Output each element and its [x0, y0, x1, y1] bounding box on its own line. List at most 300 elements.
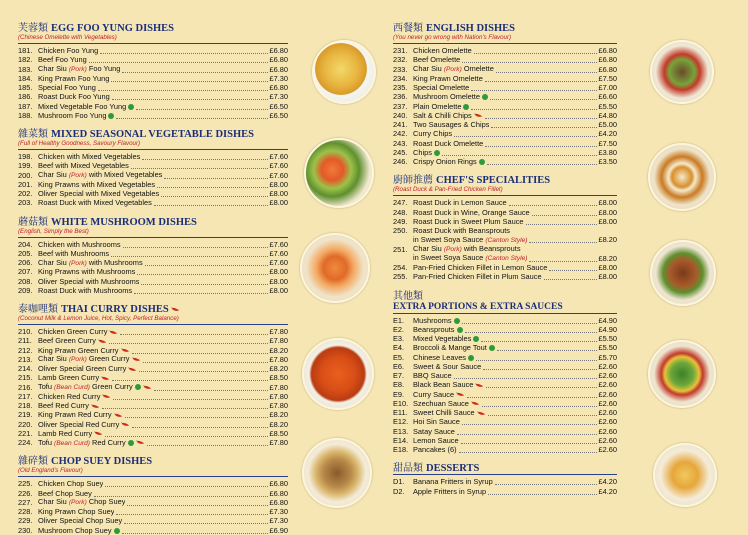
item-number: 188.	[18, 110, 33, 120]
menu-section	[18, 452, 288, 535]
item-number: 219.	[18, 410, 33, 420]
item-number: 248.	[393, 207, 408, 217]
item-name-text: in Sweet Soya Sauce	[413, 234, 484, 244]
dot-leader	[509, 199, 597, 206]
dot-leader	[529, 255, 596, 262]
item-price: £6.60	[598, 92, 617, 102]
item-number: 199.	[18, 161, 33, 171]
dot-leader	[496, 66, 597, 73]
item-name	[413, 83, 469, 92]
item-number: 221.	[18, 428, 33, 438]
item-price: £6.80	[269, 479, 288, 489]
section-subtitle: (Chinese Omelette with Vegetables)	[18, 34, 288, 44]
menu-item	[393, 65, 617, 74]
item-name-text: Pancakes (6)	[413, 445, 457, 454]
item-name-text: Mushroom Omelette	[413, 92, 480, 102]
dot-leader	[495, 478, 597, 485]
item-name-text: Szechuan Sauce	[413, 398, 469, 408]
menu-item	[18, 327, 288, 336]
item-name-suffix: with Mushrooms	[86, 257, 143, 267]
item-name	[413, 157, 485, 166]
item-name-text: Banana Fritters in Syrup	[413, 477, 493, 487]
dot-leader	[442, 149, 597, 156]
menu-item	[18, 383, 288, 392]
dot-leader	[526, 218, 597, 225]
item-name-text: Lamb Green Curry	[38, 373, 100, 383]
item-name	[38, 392, 111, 401]
item-number: 218.	[18, 401, 33, 410]
item-name-suffix: Green Curry	[86, 354, 130, 364]
item-name-text: Chicken Red Curry	[38, 391, 101, 401]
item-name-suffix: Foo Yung	[86, 64, 121, 73]
section-heading	[18, 452, 288, 467]
item-note: (Pork)	[68, 499, 87, 507]
menu-item	[18, 336, 288, 345]
dot-leader	[487, 158, 597, 165]
section-heading-chinese: 甜品類	[393, 463, 423, 475]
item-number: 233.	[393, 64, 408, 74]
item-number: D1.	[393, 477, 405, 487]
menu-item	[393, 254, 617, 263]
item-number: 207.	[18, 267, 33, 277]
section-heading-chinese: 雜碎類	[18, 456, 48, 468]
chop-suey-photo	[302, 438, 372, 508]
menu-item	[393, 417, 617, 426]
item-price: £8.00	[269, 198, 288, 208]
item-price: £8.20	[598, 235, 617, 245]
section-heading-chinese: 蘑菇類	[18, 216, 48, 228]
menu-item	[393, 399, 617, 408]
menu-section	[393, 171, 617, 281]
menu-item	[393, 334, 617, 343]
item-number: 250.	[393, 226, 408, 235]
item-price: £6.80	[598, 64, 617, 74]
item-name	[413, 417, 460, 426]
item-number: 241.	[393, 120, 408, 129]
menu-item	[18, 355, 288, 364]
section-rule	[393, 474, 617, 475]
item-name-text: Roast Duck Omelette	[413, 138, 484, 148]
item-number: E6.	[393, 361, 405, 371]
item-price: £7.30	[269, 507, 288, 516]
item-price: £6.80	[269, 488, 288, 498]
menu-section	[393, 287, 617, 455]
chili-icon	[121, 348, 130, 353]
dot-leader	[462, 317, 597, 324]
menu-item	[18, 516, 288, 525]
item-price: £7.80	[269, 382, 288, 392]
mushroom-prawn-photo	[300, 233, 370, 303]
item-name-text: Satay Sauce	[413, 426, 455, 436]
item-name-suffix: Omelette	[461, 64, 494, 73]
dot-leader	[125, 411, 268, 418]
menu-right-column	[393, 0, 617, 496]
dot-leader	[132, 421, 267, 428]
item-number: 231.	[393, 46, 408, 55]
dot-leader	[109, 337, 268, 344]
item-name-text: Chicken Foo Yung	[38, 46, 99, 55]
item-number: E5.	[393, 352, 405, 362]
onion-rings-photo	[648, 143, 716, 211]
item-number: E1.	[393, 315, 405, 325]
menu-item	[393, 371, 617, 380]
item-name	[413, 487, 486, 496]
item-name	[38, 277, 139, 286]
dot-leader	[467, 391, 596, 398]
dot-leader	[529, 236, 596, 243]
item-number: 243.	[393, 138, 408, 148]
menu-item	[393, 445, 617, 454]
item-price: £8.00	[598, 263, 617, 272]
duck-photo	[650, 240, 716, 306]
section-heading-english: CHEF'S SPECIALITIES	[436, 175, 551, 187]
item-name-text: Crispy Onion Rings	[413, 157, 477, 166]
menu-item	[18, 267, 288, 276]
dot-leader	[485, 140, 596, 147]
item-name-text: Oliver Special with Mushrooms	[38, 276, 140, 286]
item-name-text: Special Omelette	[413, 83, 470, 92]
item-name-text: Roast Duck with Mushrooms	[38, 285, 133, 295]
item-price: £3.80	[598, 147, 617, 157]
menu-item	[18, 152, 288, 161]
item-name	[38, 507, 114, 516]
item-number: 234.	[393, 73, 408, 83]
menu-item	[393, 316, 617, 325]
item-number: 206.	[18, 258, 33, 267]
dot-leader	[98, 84, 268, 91]
item-price: £4.20	[598, 477, 617, 487]
item-number: 216.	[18, 382, 33, 392]
dot-leader	[105, 480, 267, 487]
item-name	[38, 64, 120, 74]
vegetarian-icon	[108, 113, 114, 119]
menu-section	[18, 213, 288, 296]
item-name	[38, 327, 118, 336]
item-name-text: King Prawns with Mushrooms	[38, 267, 136, 277]
menu-item	[18, 401, 288, 410]
item-name	[413, 272, 542, 281]
item-number: E11.	[393, 408, 408, 417]
section-heading	[18, 300, 288, 315]
item-price: £7.30	[269, 516, 288, 526]
chili-icon	[475, 383, 484, 388]
dot-leader	[490, 93, 597, 100]
item-name	[38, 497, 125, 507]
vegetarian-icon	[457, 327, 463, 333]
item-price: £8.00	[598, 198, 617, 208]
item-name-text: Beef with Mushrooms	[38, 248, 110, 258]
item-name	[38, 410, 123, 419]
dot-leader	[471, 84, 596, 91]
section-heading-chinese: 西餐類	[393, 23, 423, 34]
item-name	[413, 427, 455, 436]
dot-leader	[112, 93, 268, 100]
dot-leader	[474, 47, 597, 54]
vegetarian-icon	[468, 355, 474, 361]
chili-icon	[102, 394, 111, 399]
item-price: £8.00	[269, 189, 288, 198]
item-note: (Bean Curd)	[54, 439, 90, 447]
dot-leader	[454, 130, 596, 137]
item-name-text: Roast Duck with Mixed Vegetables	[38, 198, 152, 208]
item-name	[38, 102, 134, 111]
item-number: 237.	[393, 101, 408, 111]
menu-item	[18, 189, 288, 198]
dot-leader	[124, 517, 267, 524]
item-name-text: Mixed Vegetable Foo Yung	[38, 101, 127, 111]
item-name-text: Curry Chips	[413, 129, 453, 139]
dot-leader	[164, 172, 267, 179]
item-number: E9.	[393, 389, 405, 399]
item-name	[38, 401, 100, 410]
item-name	[413, 371, 452, 380]
item-number: 242.	[393, 129, 408, 139]
menu-item	[393, 390, 617, 399]
item-number: E13.	[393, 426, 409, 436]
item-price: £6.90	[269, 525, 288, 535]
item-number: 210.	[18, 327, 33, 336]
chili-icon	[109, 330, 118, 335]
item-name-text: Hoi Sin Sauce	[413, 417, 460, 427]
item-name-text: Tofu	[38, 437, 52, 447]
dot-leader	[147, 439, 268, 446]
item-name-text: Char Siu	[413, 244, 442, 253]
dot-leader	[111, 75, 267, 82]
dot-leader	[461, 437, 597, 444]
menu-item	[393, 208, 617, 217]
item-number: E2.	[393, 324, 405, 334]
dot-leader	[465, 326, 597, 333]
item-name	[413, 92, 488, 101]
item-price: £4.20	[598, 486, 617, 496]
menu-item	[18, 479, 288, 488]
item-price: £6.80	[269, 83, 288, 92]
dot-leader	[544, 273, 597, 280]
vegetarian-icon	[473, 336, 479, 342]
item-name-text: Chicken with Mushrooms	[38, 239, 121, 249]
item-name-text: Chicken with Mixed Vegetables	[38, 152, 141, 161]
item-name	[413, 129, 452, 138]
vegetarian-icon	[135, 384, 141, 390]
item-name-text: Two Sausages & Chips	[413, 120, 490, 129]
dot-leader	[120, 328, 267, 335]
menu-item	[393, 102, 617, 111]
dot-leader	[549, 264, 596, 271]
chili-icon	[171, 307, 180, 312]
dot-leader	[111, 250, 267, 257]
item-number: 224.	[18, 438, 33, 447]
item-price: £7.30	[269, 92, 288, 102]
menu-item	[18, 258, 288, 267]
item-number: 236.	[393, 92, 408, 102]
item-price: £2.60	[598, 435, 617, 445]
item-number: 204.	[18, 239, 33, 249]
item-price: £2.60	[598, 445, 617, 454]
item-name	[38, 92, 110, 101]
item-number: 200.	[18, 170, 33, 180]
dot-leader	[116, 112, 267, 119]
item-number: 181.	[18, 46, 33, 55]
item-number: E3.	[393, 334, 405, 343]
item-name	[413, 139, 483, 148]
menu-item	[393, 353, 617, 362]
item-number: 217.	[18, 391, 33, 401]
menu-item	[393, 263, 617, 272]
menu-item	[393, 157, 617, 166]
dot-leader	[454, 372, 597, 379]
item-name-text: Char Siu	[38, 64, 67, 73]
item-name	[38, 438, 145, 448]
item-name-text: Lemon Sauce	[413, 435, 459, 445]
item-name-text: Char Siu	[38, 257, 67, 267]
item-price: £4.80	[598, 110, 617, 120]
vegetarian-icon	[463, 104, 469, 110]
item-number: 245.	[393, 147, 408, 157]
item-number: 198.	[18, 152, 33, 161]
dot-leader	[462, 418, 597, 425]
section-heading-chinese: 泰咖哩類	[18, 304, 58, 315]
item-number: 186.	[18, 92, 33, 102]
item-number: 185.	[18, 83, 33, 92]
item-price: £6.80	[269, 55, 288, 65]
menu-item	[18, 410, 288, 419]
item-number: 225.	[18, 479, 33, 489]
item-name-text: Beef with Mixed Vegetables	[38, 161, 129, 171]
item-price: £6.50	[269, 101, 288, 111]
section-heading-english: CHOP SUEY DISHES	[51, 456, 153, 468]
menu-item	[393, 343, 617, 352]
dot-leader	[123, 241, 268, 248]
dot-leader	[139, 365, 267, 372]
menu-item	[393, 111, 617, 120]
menu-section	[18, 19, 288, 120]
item-number: 228.	[18, 507, 33, 516]
item-price: £2.60	[598, 361, 617, 371]
item-number: 226.	[18, 488, 33, 498]
item-name	[413, 198, 507, 207]
item-name-text: King Prawn Red Curry	[38, 410, 112, 420]
item-name-text: Mushrooms	[413, 315, 452, 325]
item-name	[413, 362, 481, 371]
dot-leader	[143, 356, 268, 363]
chili-icon	[94, 431, 103, 436]
item-name	[38, 267, 135, 276]
dot-leader	[132, 347, 268, 354]
egg-foo-yung-photo	[312, 40, 376, 104]
dot-leader	[497, 344, 597, 351]
item-price: £2.60	[598, 371, 617, 380]
item-number: 235.	[393, 83, 408, 92]
menu-item	[18, 420, 288, 429]
item-number: 184.	[18, 73, 33, 83]
item-note: (Canton Style)	[485, 236, 528, 244]
section-subtitle: (Full of Healthy Goodness, Savoury Flavour)	[18, 140, 288, 150]
dot-leader	[485, 75, 597, 82]
dot-leader	[122, 527, 268, 534]
section-heading-chinese: 雜菜類	[18, 129, 48, 140]
chili-icon	[114, 413, 123, 418]
item-name-suffix: Chop Suey	[86, 497, 126, 507]
item-number: 202.	[18, 189, 33, 198]
item-price: £7.80	[269, 401, 288, 410]
item-price: £8.00	[598, 216, 617, 226]
item-price: £7.50	[598, 138, 617, 148]
item-name	[413, 343, 495, 352]
menu-item	[393, 362, 617, 371]
dot-leader	[100, 47, 267, 54]
item-name	[413, 102, 469, 111]
item-name-text: King Prawn Green Curry	[38, 345, 119, 355]
dot-leader	[154, 199, 268, 206]
dot-leader	[491, 121, 596, 128]
item-name-text: Pan-Fried Chicken Fillet in Lemon Sauce	[413, 263, 548, 272]
menu-item	[393, 92, 617, 101]
section-heading	[393, 19, 617, 34]
item-number: 246.	[393, 157, 408, 166]
item-name-suffix: with Beansprouts	[461, 244, 521, 253]
item-name	[38, 354, 141, 364]
item-number: E7.	[393, 371, 405, 380]
menu-item	[18, 364, 288, 373]
item-price: £8.00	[269, 179, 288, 189]
dot-leader	[476, 354, 596, 361]
chili-icon	[471, 401, 480, 406]
dot-leader	[89, 56, 268, 63]
menu-section	[18, 300, 288, 447]
item-note: (Bean Curd)	[54, 384, 90, 391]
item-number: 249.	[393, 216, 408, 226]
item-price: £8.20	[269, 410, 288, 420]
dot-leader	[113, 393, 267, 400]
item-price: £5.00	[598, 120, 617, 129]
section-heading-english: DESSERTS	[426, 463, 480, 475]
menu-item	[393, 436, 617, 445]
menu-item	[18, 92, 288, 101]
item-name-suffix: Green Curry	[89, 382, 133, 391]
item-price: £2.60	[598, 389, 617, 399]
item-name-text: Beansprouts	[413, 324, 455, 334]
item-number: 254.	[393, 263, 408, 272]
item-note: (Pork)	[68, 66, 87, 73]
item-price: £6.80	[269, 46, 288, 55]
item-name	[413, 253, 527, 263]
item-name-text: Roast Duck Foo Yung	[38, 92, 110, 102]
item-name	[413, 64, 494, 74]
vegetarian-icon	[128, 440, 134, 446]
item-name	[38, 74, 109, 83]
item-price: £8.20	[269, 345, 288, 355]
vegetarian-icon	[434, 150, 440, 156]
section-heading-chinese: 其他類	[393, 290, 423, 302]
menu-item	[18, 111, 288, 120]
item-note: (Pork)	[443, 66, 462, 73]
item-name-text: Beef Omelette	[413, 55, 461, 65]
item-price: £5.50	[598, 101, 617, 111]
item-number: 215.	[18, 373, 33, 383]
item-price: £2.60	[598, 417, 617, 427]
chili-icon	[456, 392, 465, 397]
dot-leader	[137, 268, 267, 275]
item-name	[38, 516, 122, 525]
dot-leader	[105, 430, 267, 437]
item-price: £8.00	[269, 276, 288, 286]
item-price: £8.20	[269, 364, 288, 373]
item-price: £7.00	[598, 83, 617, 92]
item-name-text: Tofu	[38, 382, 52, 391]
section-heading	[393, 459, 617, 474]
menu-item	[393, 83, 617, 92]
item-number: 212.	[18, 345, 33, 355]
